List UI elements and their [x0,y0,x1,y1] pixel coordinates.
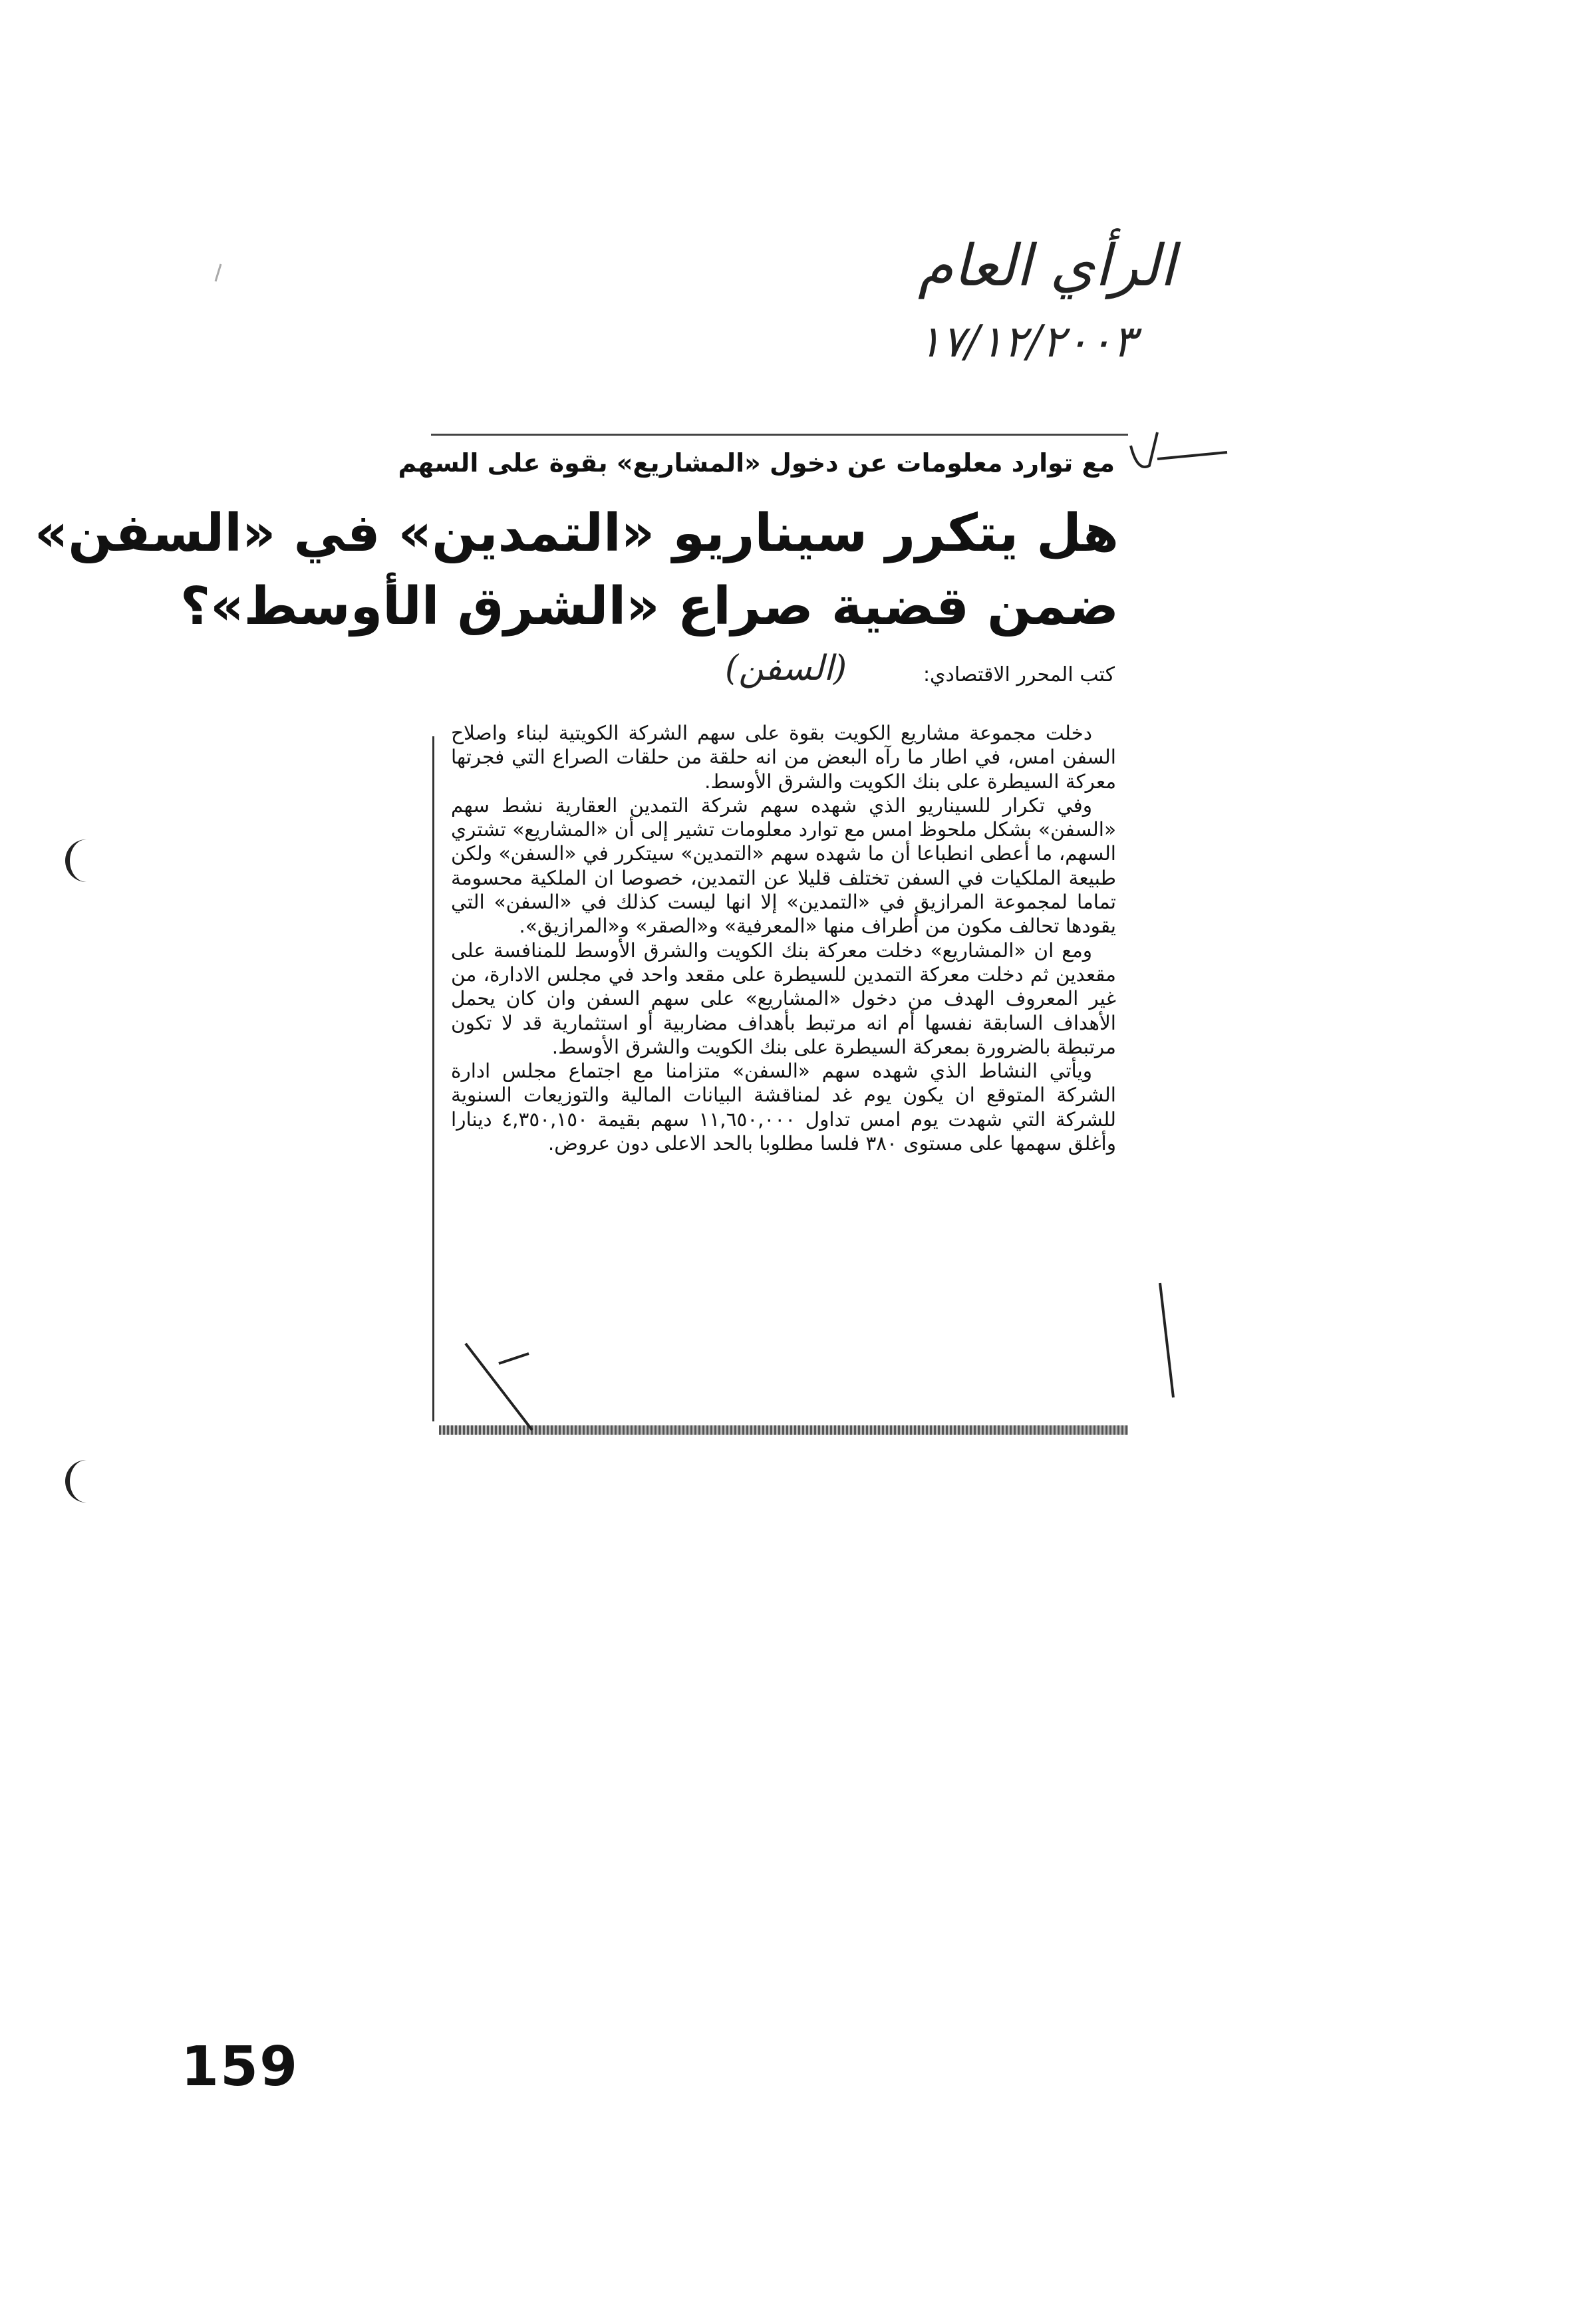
paragraph: ومع ان «المشاريع» دخلت معركة بنك الكويت والشرق الأوسط للمنافسة على مقعدين ثم دخلت معركة التمدين للسيطرة على مقعد واحد في مجلس الادارة، من غير المعروف الهدف من دخول «المشاريع» على سهم السفن وان كان يحمل الأهداف السابقة نفسها أم انه مرتبط بأهداف مضاربية أو استثمارية قد لا تكون مرتبطة بالضرورة بمعركة السيطرة على بنك الكويت والشرق الأوسط. [451,939,1116,1058]
punch-hole [65,1460,87,1503]
handwritten-date: ١٧/١٢/٢٠٠٣ [918,316,1137,367]
punch-hole [65,839,87,882]
article-body [451,721,1116,1155]
newspaper-clipping [34,434,1128,1435]
column-rule [432,736,434,1421]
margin-line-mark [1157,1280,1177,1400]
paragraph: دخلت مجموعة مشاريع الكويت بقوة على سهم الشركة الكويتية لبناء واصلاح السفن امس، في اطار ما رآه البعض من انه حلقة من حلقات الصراع التي فجرتها معركة السيطرة على بنك الكويت والشرق الأوسط. [451,722,1116,793]
article-kicker: مع توارد معلومات عن دخول «المشاريع» بقوة على السهم [398,448,1115,478]
handwritten-note: (السفن) [725,649,847,688]
scratch-mark [212,263,225,283]
top-rule [431,434,1128,436]
paragraph: وفي تكرار للسيناريو الذي شهده سهم شركة التمدين العقارية نشط سهم «السفن» بشكل ملحوظ امس مع توارد معلومات تشير إلى أن «المشاريع» تشتري السهم، ما أعطى انطباعا أن ما شهده سهم «التمدين» سيتكرر في «السفن» ولكن طبيعة الملكيات في السفن تختلف قليلا عن التمدين، خصوصا ان الملكية محسومة تماما لمجموعة المرازيق في «التمدين» إلا انها ليست كذلك في «السفن» التي يقودها تحالف مكون من أطراف منها «المعرفية» و«الصقر» و«المرازيق». [451,794,1116,938]
handwritten-source: الرأي العام [918,233,1176,299]
headline-line-1: هل يتكرر سيناريو «التمدين» في «السفن» [34,504,1119,563]
paragraph: ويأتي النشاط الذي شهده سهم «السفن» متزامنا مع اجتماع مجلس ادارة الشركة المتوقع ان يكون يوم غد لمناقشة البيانات المالية والتوزيعات السنوية للشركة التي شهدت يوم امس تداول ١١,٦٥٠,٠٠٠ سهم بقيمة ٤,٣٥٠,١٥٠ دينارا وأغلق سهمها على مستوى ٣٨٠ فلسا مطلوبا بالحد الاعلى دون عروض. [451,1060,1116,1155]
slash-mark [459,1337,545,1437]
check-mark [1117,426,1230,486]
page-number: 159 [181,2035,299,2099]
article-byline: كتب المحرر الاقتصادي: [923,663,1115,686]
headline-line-2: ضمن قضية صراع «الشرق الأوسط»؟ [180,577,1119,637]
